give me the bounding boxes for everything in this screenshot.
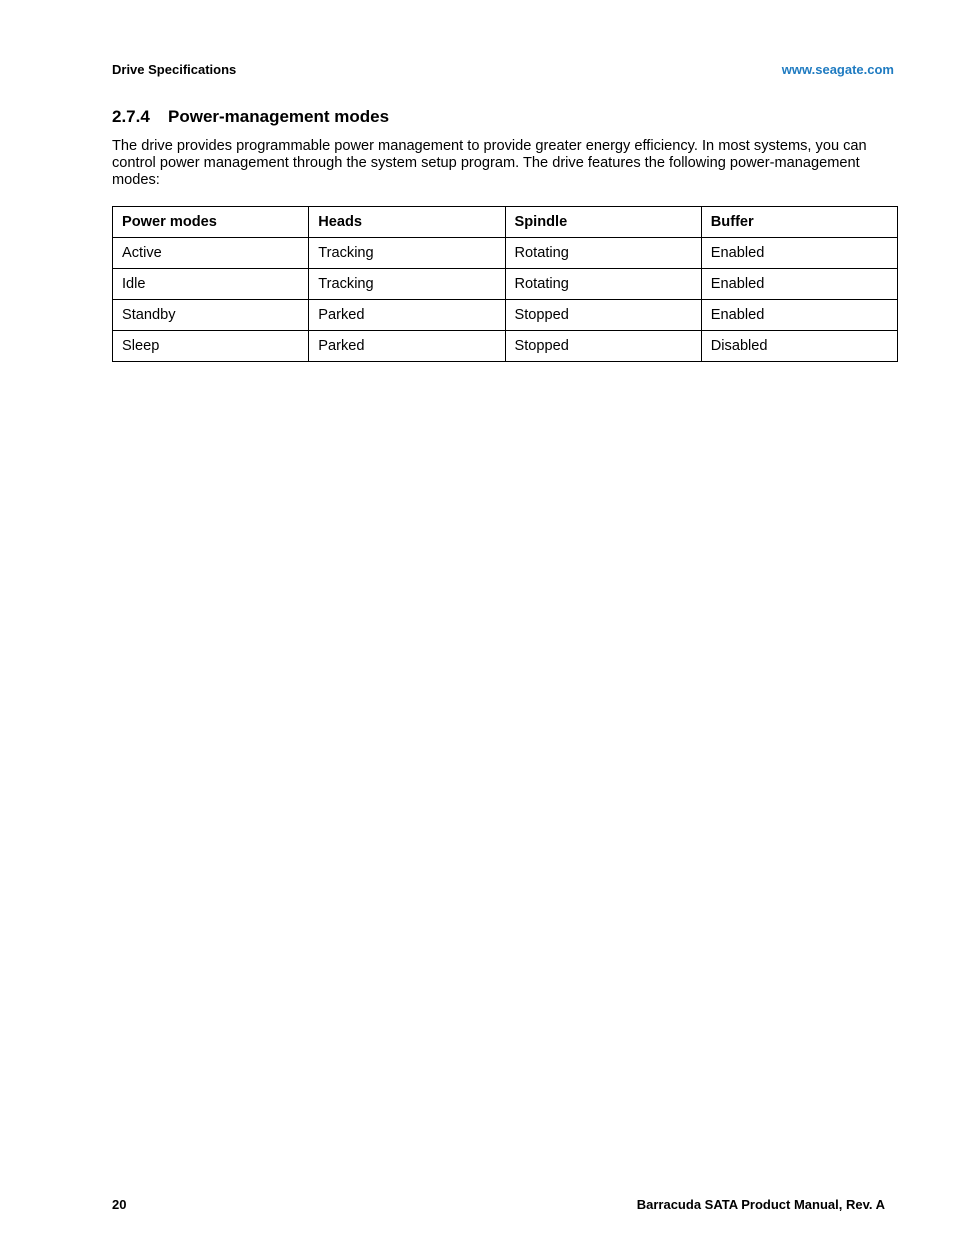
section-number: 2.7.4 <box>112 107 150 126</box>
table-cell: Stopped <box>505 300 701 331</box>
table-cell: Tracking <box>309 269 505 300</box>
header-section-title: Drive Specifications <box>112 62 237 77</box>
page-number: 20 <box>112 1197 127 1212</box>
running-footer <box>112 1197 885 1212</box>
table-row <box>113 269 898 300</box>
table-cell: Sleep <box>113 331 309 362</box>
table-row <box>113 238 898 269</box>
section-heading <box>112 107 389 127</box>
table-cell: Stopped <box>505 331 701 362</box>
table-cell: Standby <box>113 300 309 331</box>
table-cell: Parked <box>309 331 505 362</box>
table-cell: Rotating <box>505 269 701 300</box>
header-website: www.seagate.com <box>781 62 894 77</box>
table-cell: Parked <box>309 300 505 331</box>
intro-paragraph: The drive provides programmable power management to provide greater energy efficiency. In most systems, you can control power management through the system setup program. The drive features the following power-management modes: <box>112 138 867 188</box>
table-cell: Rotating <box>505 238 701 269</box>
table-header-row <box>113 207 898 238</box>
table-row <box>113 331 898 362</box>
table-cell: Active <box>113 238 309 269</box>
table-cell: Enabled <box>701 300 897 331</box>
running-header <box>112 62 894 77</box>
column-header: Spindle <box>505 207 701 238</box>
table-cell: Disabled <box>701 331 897 362</box>
section-title: Power-management modes <box>168 107 390 126</box>
table-cell: Enabled <box>701 238 897 269</box>
manual-title: Barracuda SATA Product Manual, Rev. A <box>636 1197 885 1212</box>
table-row <box>113 300 898 331</box>
table-cell: Tracking <box>309 238 505 269</box>
table-cell: Enabled <box>701 269 897 300</box>
table-cell: Idle <box>113 269 309 300</box>
column-header: Buffer <box>701 207 897 238</box>
power-modes-table <box>112 206 898 362</box>
column-header: Heads <box>309 207 505 238</box>
column-header: Power modes <box>113 207 309 238</box>
